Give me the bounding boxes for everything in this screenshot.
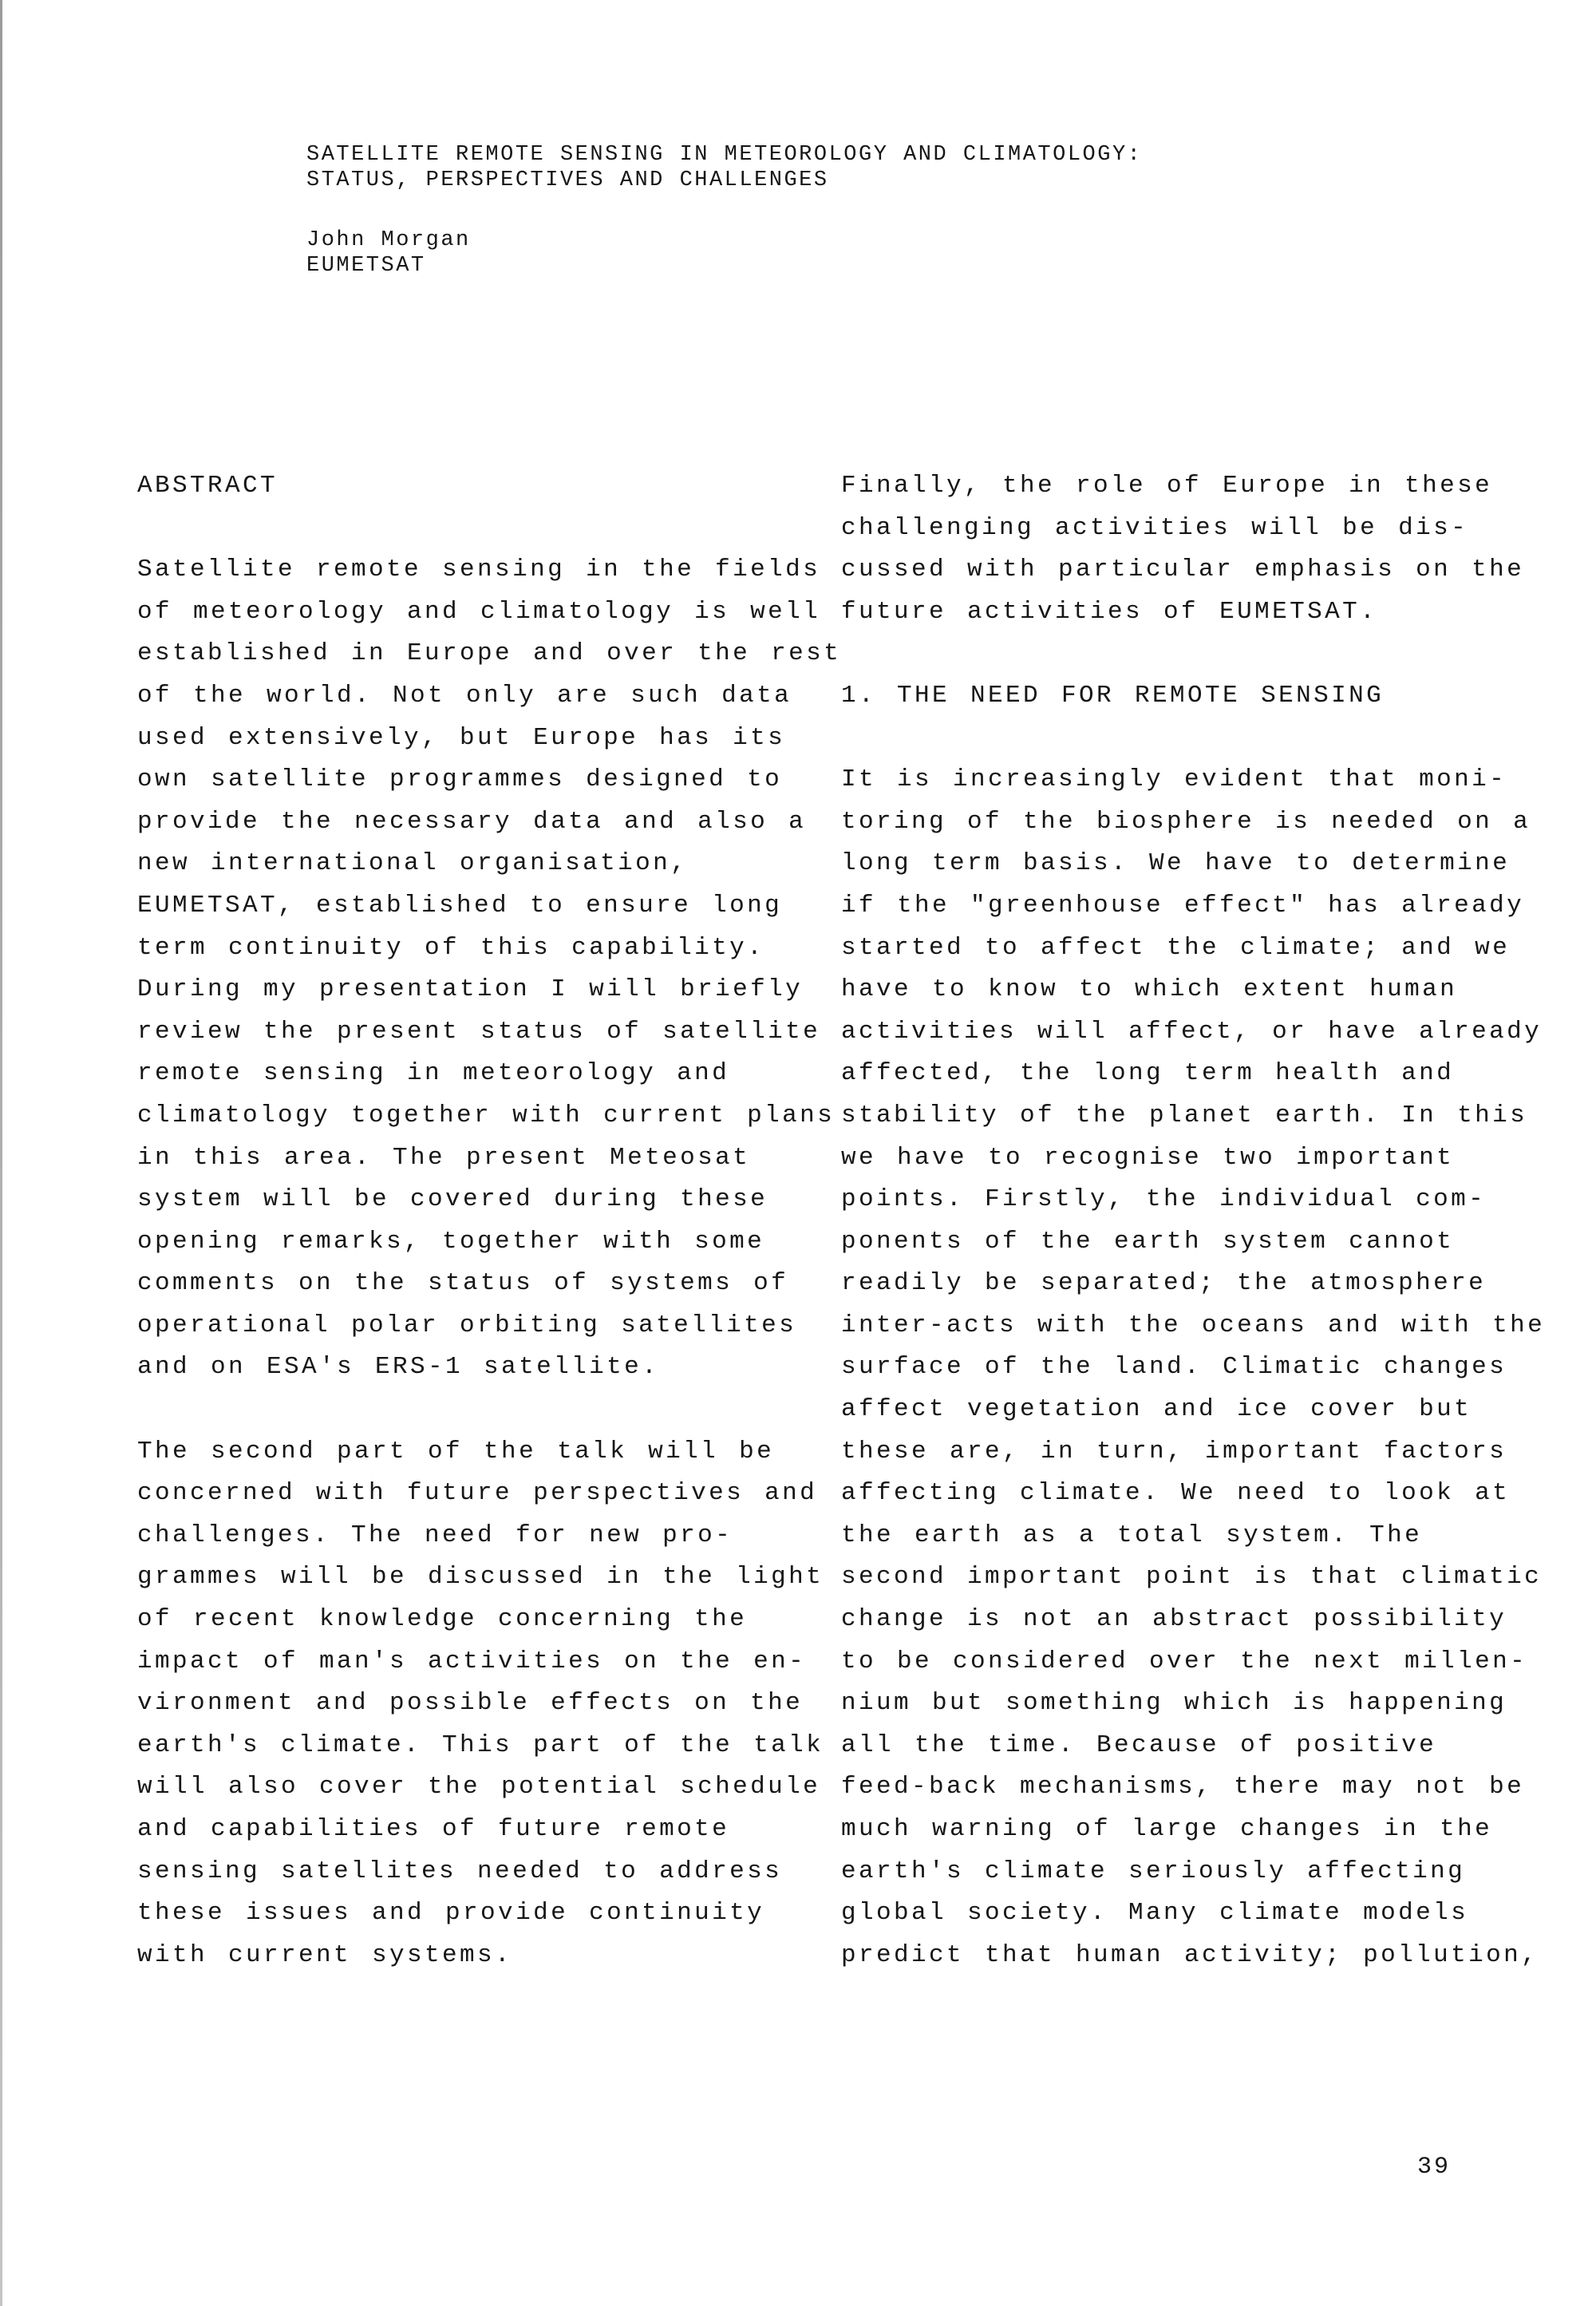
text-line: new international organisation, (137, 849, 689, 878)
text-line: affect vegetation and ice cover but (841, 1395, 1472, 1424)
text-line: to be considered over the next millen- (841, 1647, 1528, 1675)
text-line: activities will affect, or have already (841, 1017, 1543, 1046)
author-name: John Morgan (306, 228, 471, 252)
text-line: earth's climate. This part of the talk (137, 1730, 824, 1759)
text-line: second important point is that climatic (841, 1563, 1543, 1592)
abstract-heading: ABSTRACT (137, 472, 279, 500)
text-line: concerned with future perspectives and (137, 1479, 818, 1508)
text-line: ponents of the earth system cannot (841, 1227, 1455, 1256)
text-line: feed-back mechanisms, there may not be (841, 1773, 1525, 1802)
scan-edge (0, 0, 2, 2306)
text-line: The second part of the talk will be (137, 1437, 775, 1465)
text-line: Finally, the role of Europe in these (841, 472, 1493, 500)
text-line: climatology together with current plans (137, 1101, 836, 1129)
left-column (137, 465, 842, 1976)
text-line: toring of the biosphere is needed on a (841, 807, 1531, 836)
text-line: challenging activities will be dis- (841, 513, 1469, 542)
text-line: term continuity of this capability. (137, 933, 765, 962)
text-line: own satellite programmes designed to (137, 765, 783, 794)
author-affiliation: EUMETSAT (306, 254, 426, 278)
text-line: the earth as a total system. The (841, 1521, 1423, 1549)
text-line: impact of man's activities on the en- (137, 1647, 807, 1675)
text-line: readily be separated; the atmosphere (841, 1269, 1487, 1298)
text-line: predict that human activity; pollution, (841, 1940, 1539, 1969)
abstract-paragraph-2 (137, 1431, 824, 1977)
text-line: future activities of EUMETSAT. (841, 597, 1378, 626)
text-line: opening remarks, together with some (137, 1227, 765, 1256)
text-line: with current systems. (137, 1940, 513, 1969)
text-line: global society. Many climate models (841, 1899, 1469, 1928)
section-1-paragraph (841, 759, 1546, 1976)
abstract-paragraph-3 (841, 465, 1525, 633)
text-line: earth's climate seriously affecting (841, 1857, 1466, 1885)
text-line: stability of the planet earth. In this (841, 1101, 1528, 1129)
text-line: these issues and provide continuity (137, 1899, 765, 1928)
text-line: review the present status of satellite (137, 1017, 821, 1046)
text-line: nium but something which is happening (841, 1689, 1507, 1718)
text-line: used extensively, but Europe has its (137, 723, 786, 752)
text-line: these are, in turn, important factors (841, 1437, 1507, 1465)
page-number: 39 (1416, 2154, 1451, 2181)
text-line: we have to recognise two important (841, 1143, 1455, 1172)
text-line: grammes will be discussed in the light (137, 1563, 824, 1592)
text-line: sensing satellites needed to address (137, 1857, 783, 1885)
text-line: inter-acts with the oceans and with the (841, 1311, 1546, 1339)
title-line-2: STATUS, PERSPECTIVES AND CHALLENGES (306, 168, 829, 192)
text-line: and on ESA's ERS-1 satellite. (137, 1353, 660, 1382)
text-line: It is increasingly evident that moni- (841, 765, 1507, 794)
section-heading: 1. THE NEED FOR REMOTE SENSING (841, 681, 1385, 710)
text-line: of recent knowledge concerning the (137, 1605, 748, 1634)
text-line: all the time. Because of positive (841, 1730, 1437, 1759)
text-line: During my presentation I will briefly (137, 975, 804, 1004)
text-line: of the world. Not only are such data (137, 681, 792, 710)
text-line: operational polar orbiting satellites (137, 1311, 797, 1339)
title-line-1: SATELLITE REMOTE SENSING IN METEOROLOGY AND CLIMATOLOGY: (306, 143, 1143, 167)
paper-title (306, 142, 1142, 193)
text-line: will also cover the potential schedule (137, 1773, 821, 1802)
text-line: remote sensing in meteorology and (137, 1059, 730, 1088)
text-line: if the "greenhouse effect" has already (841, 891, 1525, 920)
text-line: much warning of large changes in the (841, 1815, 1493, 1843)
text-line: affected, the long term health and (841, 1059, 1455, 1088)
text-line: have to know to which extent human (841, 975, 1458, 1004)
right-column (841, 465, 1546, 1976)
text-line: long term basis. We have to determine (841, 849, 1511, 878)
text-line: in this area. The present Meteosat (137, 1143, 751, 1172)
text-line: cussed with particular emphasis on the (841, 556, 1525, 584)
text-line: change is not an abstract possibility (841, 1605, 1507, 1634)
text-line: of meteorology and climatology is well (137, 597, 821, 626)
text-line: and capabilities of future remote (137, 1815, 730, 1843)
text-line: vironment and possible effects on the (137, 1689, 804, 1718)
abstract-paragraph-1 (137, 549, 842, 1389)
text-line: EUMETSAT, established to ensure long (137, 891, 783, 920)
text-line: provide the necessary data and also a (137, 807, 807, 836)
author-block (306, 227, 471, 279)
text-line: established in Europe and over the rest (137, 639, 842, 668)
text-line: system will be covered during these (137, 1185, 768, 1214)
text-line: affecting climate. We need to look at (841, 1479, 1511, 1508)
text-line: Satellite remote sensing in the fields (137, 556, 821, 584)
text-line: surface of the land. Climatic changes (841, 1353, 1507, 1382)
text-line: started to affect the climate; and we (841, 933, 1511, 962)
text-line: comments on the status of systems of (137, 1269, 789, 1298)
text-line: points. Firstly, the individual com- (841, 1185, 1487, 1214)
text-line: challenges. The need for new pro- (137, 1521, 733, 1549)
